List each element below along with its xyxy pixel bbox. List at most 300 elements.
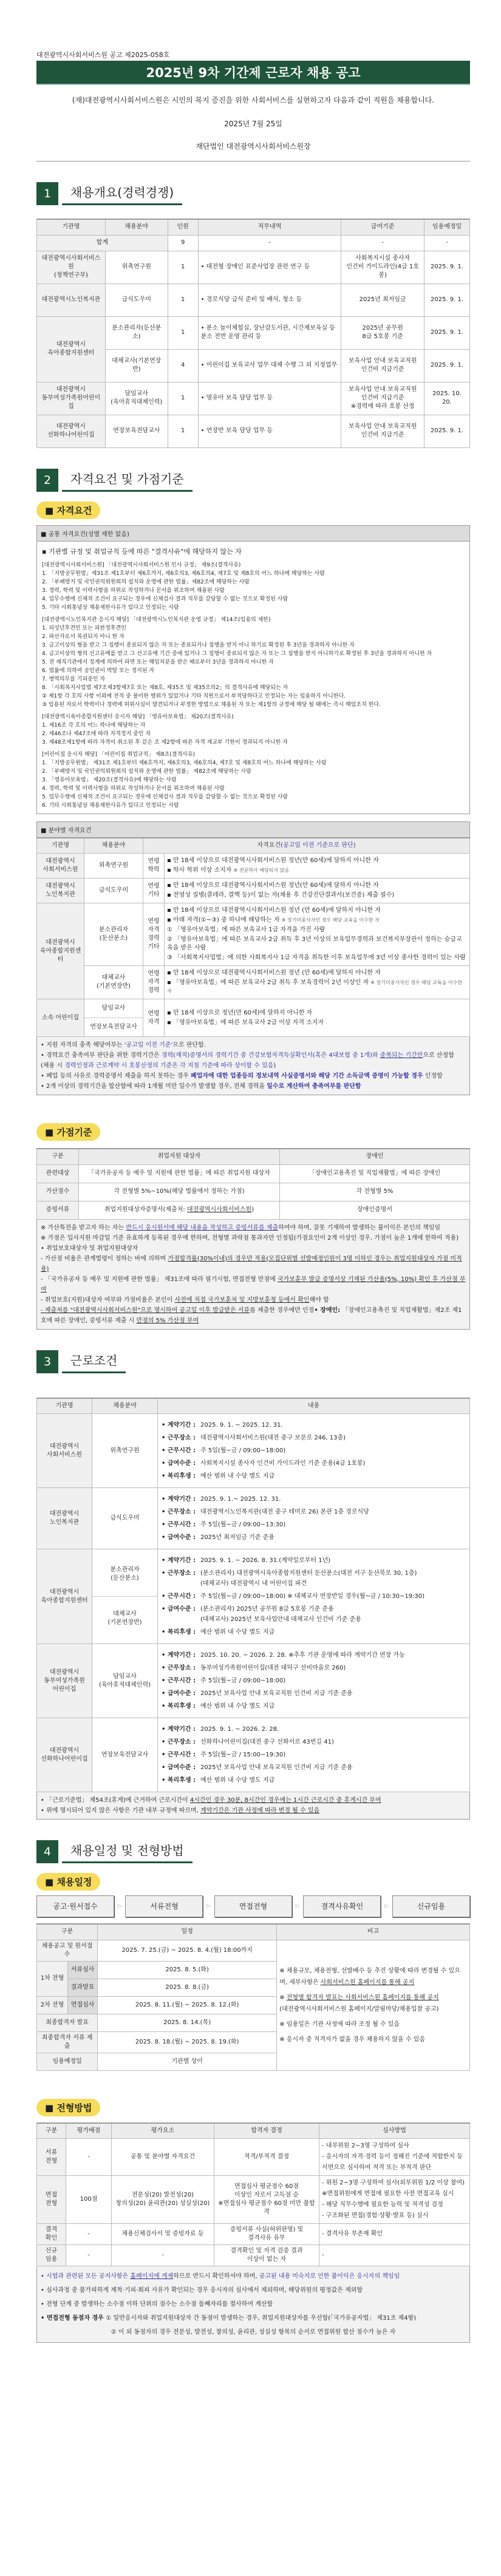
remark: [279, 2019, 467, 2030]
rule-item: 1. 제16조 각 호의 어느 하나에 해당하는 자: [42, 722, 146, 729]
field-name: 대체교사 (기본연장반): [92, 1596, 157, 1640]
criteria-tags: 연령 학력: [143, 854, 165, 878]
signer: 재단법인 대전광역시사회서비스원장: [196, 142, 311, 151]
text-run: 사전에 직접 국가보훈처 및 지방보훈청 등에서 확인: [174, 1296, 310, 1303]
text-run: ※ 채용규모, 채용전형, 선발배수 등 추진 상황에 따라 변경될 수 있으며, 세부사항은: [279, 1967, 460, 1986]
condition-item: [162, 1520, 466, 1530]
common-lead: ▪ 기관별 규정 및 취업규칙 등에 따른 "결격사유"에 해당하지 않는 자: [42, 547, 242, 556]
text-run: 「장애인고용촉진 및 직업재활법」제2조 제1호에 따른 장애인, 증빙서류 제출 시: [41, 1307, 462, 1324]
condition-label: • 근무시간 :: [162, 1521, 196, 1528]
text-run: ▪ 만 18세 이상으로 정년(만 60세)에 달하지 아니한 자: [167, 1009, 313, 1016]
column-header: 구분: [37, 2123, 66, 2139]
text-run: ② 이 외 동점자의 경우 전문성, 발전성, 창의성, 윤리관, 성실성 항목의 순서로 면접위원 합산 점수가 높은 자: [111, 2329, 396, 2336]
text-run: ▪ 「영유아보육법」에 따른 보육교사 2급 이상 자격 소지자: [167, 1019, 324, 1026]
org-name: 대전광역시노인복지관: [37, 284, 106, 316]
start-date: 2025. 9. 1.: [424, 316, 470, 349]
section-1-heading: [36, 182, 470, 205]
note-line: [41, 1295, 466, 1305]
criteria-item: [167, 857, 467, 865]
condition-value: (분소관리자) 대전광역시육아종합지원센터 둔산분소(대전 서구 둔산북로 30, 1층) (대체교사) 대전광역시 내 어린이집 파견: [200, 1570, 417, 1587]
disabled: 「장애인고용촉진 및 직업재활법」에 따른 장애인: [280, 1164, 470, 1183]
condition-value: 선화하나어린이집(대전 중구 선화서로 43번길 41): [200, 1739, 334, 1745]
pass-decision: 결격확인 및 자격 검증 결과 이상이 없는 자: [214, 2245, 319, 2266]
text-run: • 시험과 관련된 모든 공지사항은: [41, 2273, 131, 2280]
text-run: 으로 판단함.: [172, 1042, 206, 1048]
column-header: 일정: [98, 1924, 277, 1940]
table-body: [37, 235, 470, 447]
pass-decision: 면접심사 평균점수 60점 이상인 자로서 고득점 순 ※면접심사 평균점수 60점 미만 불합격: [214, 2176, 319, 2224]
rule-heading: [대전광역시사회서비스원] 「대전광역시사회서비스원 인사 규정」 제9조(결격사유): [42, 562, 241, 568]
rule-heading: [어린이집 응시자 해당] 「어린이집 취업규칙」 제8조(결격사유): [42, 751, 196, 758]
schedule-date: 2025. 8. 18.(월) ~ 2025. 8. 19.(화): [98, 2031, 277, 2053]
table-header: [37, 1398, 470, 1414]
sub-stage-label: 결과발표: [68, 1979, 98, 1996]
field: 담임교사 (육아휴직대체인력): [105, 382, 168, 415]
bonus-notes: [36, 1220, 470, 1330]
text-run: ): [251, 1206, 254, 1213]
condition-label: • 급여수준 :: [162, 1690, 196, 1697]
text-run: • 2개 이상의 경력기간을 합산함에 따라 1개월 미만 일수가 발생할 경우, 전체 경력을: [41, 1083, 267, 1090]
column-header: 평가요소: [112, 2123, 214, 2139]
stage-label: 1차 전형: [37, 1961, 68, 1996]
text-run: • 장애인:: [314, 1307, 343, 1314]
condition-label: • 근무시간 :: [162, 1677, 196, 1684]
condition-item: [162, 1446, 466, 1456]
condition-value: 예산 범위 내 수당 별도 지급: [200, 1703, 275, 1710]
criteria: [165, 854, 470, 878]
table-row: [37, 415, 470, 447]
review-method: - 내부위원 2~3명 구성하여 심사 - 응시자의 자격·경력 등이 정해진 기준에 적합한지 등 서면으로 심사하여 적격 또는 부적격 판단: [319, 2139, 470, 2176]
rule-heading: [대전광역시육아종합지원센터 응시자 해당] 「영유아보육법」 제20조(결격사유): [42, 713, 234, 720]
column-header: 직무내역: [198, 219, 341, 235]
table-cell: -: [341, 235, 424, 251]
condition-label: • 복리후생 :: [162, 1473, 196, 1480]
condition-value: 주 5일(월~금 / 09:00~18:00) ※ 대체교사 연장반일 경우(월~금 / 10:30~19:30): [200, 1593, 425, 1600]
text-run: ▪ 만 18세 이상으로 대전광역시사회서비스원 정년(만 60세)에 달하지 아니한 자: [167, 857, 379, 864]
table-header: [37, 2123, 470, 2139]
headcount: 1: [168, 382, 198, 415]
text-run: ▪ 전염성 질병(콜레라, 결핵 등)이 없는 자(채용 후 건강진단결과서(보건증) 제출 필수): [167, 892, 395, 899]
employment-support: [79, 1164, 280, 1183]
header-row: [37, 219, 470, 235]
text-run: 폐업자에 대한 업종등의 정보내역 사실증명서와 해당 기간 소득금액 증명이 가능할 경우: [191, 1073, 423, 1079]
table-body: [37, 1940, 470, 2070]
text-run: ① 「영유아보육법」에 따른 보육교사 1급 자격을 가진 사람: [167, 926, 325, 933]
stage: 신규 임용: [37, 2245, 66, 2266]
headcount: 1: [168, 251, 198, 284]
total-count: 9: [168, 235, 198, 251]
rule-item: 2. 「부패방지 및 국민권익위원회의 설치와 운영에 관한 법률」제82조에 해당하는 사람: [42, 579, 250, 585]
text-run: (채용 시: [41, 1062, 65, 1069]
row-label: 관련대상: [37, 1164, 79, 1183]
condition-label: • 계약기간 :: [162, 1652, 196, 1659]
note-line: [41, 2283, 466, 2297]
employment-support: [79, 1183, 280, 1201]
condition-label: • 근무장소 :: [162, 1435, 196, 1441]
stage-label: 채용공고 및 원서접수: [37, 1940, 98, 1961]
text-run: • 심사과정 중 불가피하게 제척·기피·회피 사유가 확인되는 경우 응시자의 심사에서 제외하며, 해당위원의 평정값은 제외함: [41, 2287, 363, 2294]
field: 위촉연구원: [92, 1414, 158, 1488]
column-header: 급여기준: [341, 219, 424, 235]
condition-item: [162, 1494, 466, 1504]
note-line: [41, 1071, 466, 1081]
table-row: [37, 1644, 470, 1718]
text-run: 사회서비스원 홈페이지를 통해 공지: [320, 1979, 415, 1986]
employment-support: [79, 1201, 280, 1219]
pay-standard: 2025년 최저임금: [341, 284, 424, 316]
duty: • 어린이집 보육교사 업무 대체 수행 그 외 지정업무: [198, 349, 341, 382]
text-run: 가점합격률(30%이내)의 경우만 적용(모집단위별 선발예정인원이 3명 이하인 경우는 취업지원대상자 가점 미적용): [41, 1255, 462, 1273]
selection-method-notes: [36, 2266, 470, 2343]
section-title: 근로조건: [62, 1350, 126, 1373]
text-run: 「국가유공자 등 예우 및 지원에 관한 법률」에 따른 취업지원 대상자: [88, 1170, 270, 1177]
table-header: [37, 838, 470, 854]
text-run: ※ 가점은 입사지원 마감일 기준 유효하게 등록된 경우에 한하며, 전형별 과락점 통과자만 인정됨(가점요인이 2개 이상인 경우, 가점이 높은 1개에 한하여 적용): [41, 1234, 459, 1242]
condition-value: 동부여성가족원어린이집(대전 대덕구 선비마을로 260): [200, 1665, 346, 1671]
condition-label: • 급여수준 :: [162, 1764, 196, 1771]
condition-label: • 급여수준 :: [162, 1534, 196, 1541]
start-date: 2025. 9. 1.: [424, 284, 470, 316]
table-row: [37, 999, 470, 1037]
condition-label: • 계약기간 :: [162, 1496, 196, 1503]
condition-value: 주 5일(월~금 / 15:00~19:30): [200, 1752, 286, 1758]
condition-value: (분소관리자) 2025년 공무원 8급 5호봉 기준 준용 (대체교사) 2025년 보육사업안내 대체교사 인건비 기준 준용: [200, 1606, 361, 1623]
rule-item: 3. 「영유아보육법」 제20조(결격사유)에 해당하는 사람: [42, 777, 177, 783]
rule-item: 3. 제48조제1항에 따라 자격이 취소된 후 같은 조 제2항에 따른 자격 재교부 기한이 경과되지 아니한 자: [42, 739, 288, 746]
score: -: [66, 2245, 112, 2266]
rule-heading: [대전광역시노인복지관 응시자 해당] 「대전광역시노인복지관 운영 규정」 제14조(임용의 제한): [42, 616, 271, 623]
text-run: 하여야 하며, 잘못 기재하여 발생하는 불이익은 본인의 책임임: [278, 1224, 441, 1231]
work-conditions-table: [36, 1398, 470, 1793]
condition-value: 주 5일(월~금 / 09:00~18:00): [200, 1447, 286, 1454]
text-run: • 지원 자격의 충족 해당여부는: [41, 1042, 124, 1048]
field: 대체교사(기본연장반): [105, 349, 168, 382]
pay-standard: 보육사업 안내 보육교직원 인건비 지급기준 ※경력에 따라 호봉 산정: [341, 382, 424, 415]
header-row: [37, 2123, 470, 2139]
note-line: [41, 1061, 466, 1071]
field-name: 담임교사: [101, 1005, 126, 1011]
org-name: 대전광역시사회서비스원 (정책연구부): [37, 251, 106, 284]
start-date: 2025. 9. 1.: [424, 349, 470, 382]
criteria: [165, 903, 470, 966]
column-header: 자격요건(공고일 이전 기준으로 판단): [143, 838, 470, 854]
condition-value: 2025년 보육사업 안내 보육교직원 인건비 지급 기준 준용: [200, 1690, 353, 1697]
condition-label: • 계약기간 :: [162, 1557, 196, 1564]
condition-label: • 근무장소 :: [162, 1665, 196, 1671]
text-run: 하므로 반드시 확인하셔야 하며,: [173, 2273, 259, 2280]
text-run: ▪ 만 18세 이상으로 대전광역시사회서비스원 정년 (만 60세)에 달하지 아니한 자: [167, 907, 381, 914]
rule-item: 4. 금고이상의 형의 선고유예를 받고 그 선고유예 기간 중에 있거나 그 집행이 종료되지 않은 자 또는 그 집행을 받지 아니하기로 확정된 후 3년을 경과하지 아니한 자: [42, 650, 432, 657]
field: 분소관리자(둔산분소): [105, 316, 168, 349]
text-run: ▪ 만 18세 이상으로 대전광역시사회서비스원 정년(만 60세)에 달하지 아니한 자: [167, 882, 379, 889]
schedule-date: 2025. 8. 14.(목): [98, 2014, 277, 2031]
condition-value: 예산 범위 내 수당 별도 지급: [200, 1629, 275, 1636]
table-row: [37, 903, 470, 966]
org-name: 대전광역시 육아종합지원센터: [37, 903, 84, 999]
condition-label: • 복리후생 :: [162, 1629, 196, 1636]
pass-decision: 증빙서류 사실(허위판명) 및 결격사유 유무: [214, 2224, 319, 2245]
arrow-icon: ▷: [206, 1903, 211, 1909]
table-row: [37, 1549, 470, 1644]
org-name: 대전광역시 선화하나어린이집: [37, 415, 106, 447]
schedule-pill: ■ 채용일정: [36, 1873, 100, 1891]
header-row: [37, 838, 470, 854]
condition-label: • 근무장소 :: [162, 1509, 196, 1515]
sub-stage-label: 서류심사: [68, 1961, 98, 1979]
column-header: 구분: [37, 1149, 79, 1164]
condition-item: [162, 1663, 466, 1673]
condition-label: • 근무장소 :: [162, 1570, 196, 1577]
note-line: [41, 1233, 466, 1243]
column-header: 평가배점: [66, 2123, 112, 2139]
bonus-pill: ■ 가점기준: [36, 1123, 100, 1141]
text-run: 일수로 계산하여 충족여부를 판단함: [267, 1083, 361, 1090]
header-row: [37, 1149, 470, 1164]
condition-value: 2025. 9. 1. ~ 2025. 12. 31.: [200, 1422, 283, 1429]
evaluation-elements: 채용신체검사서 및 증빙자료 등: [112, 2224, 214, 2245]
work-conditions-notes: [36, 1792, 470, 1820]
table-row: [37, 1718, 470, 1792]
process-step: 서류전형: [125, 1895, 203, 1917]
arrow-icon: ▷: [117, 1903, 122, 1909]
section-title: 채용일정 및 전형방법: [62, 1840, 193, 1863]
condition-item: [162, 1507, 466, 1517]
field: 위촉연구원: [84, 854, 143, 878]
text-run: 경력인정과 근로계약 시 호봉산정의 기준은 각 지침 기준에 따라 상이할 수 있음: [64, 1062, 274, 1069]
duty: • 경로식당 급식 준비 및 배식, 청소 등: [198, 284, 341, 316]
condition-label: • 근무시간 :: [162, 1447, 196, 1454]
table-header: [37, 1924, 470, 1940]
column-header: 심사방법: [319, 2123, 470, 2139]
field-name: 분소관리자 (둔산분소): [110, 1566, 140, 1582]
conditions: [158, 1488, 470, 1549]
section-3-heading: [36, 1350, 470, 1373]
intro-text: (재)대전광역시사회서비스원은 시민의 복지 증진을 위한 사회서비스를 실현하고자 다음과 같이 직원을 채용합니다.: [72, 96, 435, 104]
rule-item: 6. 법률에 의하여 공민권이 박탈 또는 정지된 자: [42, 667, 155, 674]
schedule-table: [36, 1923, 470, 2071]
criteria-tags: 연령 자격 경력 기타: [143, 903, 165, 966]
org-name: 대전광역시 동부여성가족원 어린이집: [37, 1644, 92, 1718]
section-number: 3: [36, 1350, 58, 1373]
headcount: 1: [168, 284, 198, 316]
rule-item: 3. 금고이상의 형을 받고 그 집행이 종료되지 않은 자 또는 종료되거나 집행을 받지 아니 하기로 확정된 후 3년을 경과하지 아니한 자: [42, 642, 355, 648]
org-name: 대전광역시 동부여성가족원어린이집: [37, 382, 106, 415]
header-row: [37, 1924, 470, 1940]
text-run: ※ 전문학사 해당되지 않음: [233, 868, 290, 873]
text-run: • 취업보호대상자 및 취업지원대상자: [41, 1245, 138, 1252]
text-run: 를 제출한 경우에만 인정: [250, 1307, 315, 1314]
criteria-item: [167, 1009, 467, 1018]
note-line: [41, 1274, 466, 1295]
criteria-item: [167, 969, 467, 977]
table-row: [37, 251, 470, 284]
column-header: 기관명: [37, 838, 84, 854]
table-row: [37, 1201, 470, 1219]
note-line: [41, 1795, 466, 1806]
condition-item: [162, 1762, 466, 1773]
sub-stage-label: 면접심사: [68, 1996, 98, 2014]
criteria-tags: 연령 자격: [143, 999, 165, 1037]
section-title: 자격요건 및 가점기준: [62, 469, 193, 492]
condition-value: 2025. 9. 1. ~ 2026. 8. 31.(계약일로부터 1년): [200, 1557, 331, 1564]
text-run: - 가산점 비율은 관계법령이 정하는 바에 의하며: [41, 1255, 168, 1262]
org-name: 대전광역시 육아종합지원센터: [37, 316, 106, 382]
pass-decision: 적격/부적격 결정: [214, 2139, 319, 2176]
table-cell: -: [424, 235, 470, 251]
criteria: [165, 966, 470, 999]
stage-label: 최종합격자 발표: [37, 2014, 98, 2031]
note-line: [41, 1050, 466, 1061]
text-run: ▪ 아래 자격(①~③) 중 하나에 해당하는 자: [167, 917, 282, 923]
text-run: 중복되는 기간만: [380, 1052, 423, 1059]
condition-value: 사회복지시설 종사자 인건비 가이드라인 기준 준용(4급 1호봉): [200, 1460, 366, 1467]
criteria-item: [167, 979, 467, 996]
schedule-date: 2025. 8. 8.(금): [98, 1979, 277, 1996]
text-run: • 위에 명시되어 있지 않은 사항은 기관 내부 규정에 따르며,: [41, 1807, 201, 1814]
bonus-table: [36, 1148, 470, 1220]
field: 연장보육전담교사: [105, 415, 168, 447]
criteria-item: [167, 906, 467, 915]
score: 100점: [66, 2176, 112, 2224]
headcount: 4: [168, 349, 198, 382]
table-row: [37, 1164, 470, 1183]
condition-item: [162, 1532, 466, 1543]
rule-item: 2. 파산자로서 복권되지 아니 한 자: [42, 633, 124, 640]
text-run: 만점의 5% 가산점 부여: [136, 1317, 199, 1324]
common-qualification-box: [36, 525, 470, 814]
field: 급식도우미: [92, 1488, 158, 1549]
table-body: [37, 854, 470, 1037]
row-label: 증빙서류: [37, 1201, 79, 1219]
text-run: ※ 가산특전을 받고자 하는 자는: [41, 1224, 126, 1231]
score: -: [66, 2139, 112, 2176]
note-line: [41, 2311, 466, 2325]
criteria-item: [167, 926, 467, 934]
header-row: [37, 1398, 470, 1414]
condition-value: 2025. 9. 1. ~ 2026. 2. 28.: [200, 1726, 279, 1733]
stage: 서류 전형: [37, 2139, 66, 2176]
text-run: 계약기간은 기관 사정에 따라 변경 될 수 있음: [200, 1807, 320, 1814]
text-run: 반드시 응시원서에 해당 내용을 작성하고 증빙서류를 제출: [126, 1224, 279, 1231]
condition-item: [162, 1650, 466, 1660]
text-run: 해야 함: [309, 1296, 329, 1303]
notice-number: 대전광역시사회서비스원 공고 제2025-058호: [36, 51, 170, 59]
headcount: 1: [168, 415, 198, 447]
arrow-icon: ▷: [384, 1903, 389, 1909]
condition-item: [162, 1471, 466, 1481]
condition-value: 2025년 최저임금 기준 준용: [200, 1534, 274, 1541]
process-step: 결격사유확인: [303, 1895, 381, 1917]
text-run: - 제출처를 "대전광역시사회서비스원"으로 명시하여 공고일 이후 발급받은 서류: [41, 1307, 250, 1314]
headcount: 1: [168, 316, 198, 349]
table-row: [37, 1183, 470, 1201]
condition-label: • 복리후생 :: [162, 1777, 196, 1784]
condition-item: [162, 1568, 466, 1589]
column-header: 취업지원 대상자: [79, 1149, 280, 1164]
arrow-icon: ▷: [295, 1903, 300, 1909]
conditions: [158, 1644, 470, 1718]
field: [84, 999, 143, 1037]
criteria-item: [167, 916, 467, 925]
process-step: 면접전형: [214, 1895, 292, 1917]
text-run: 대전광역시사회서비스원: [186, 1206, 252, 1213]
overview-table: [36, 219, 470, 448]
qualification-notes: [36, 1037, 470, 1095]
field: 분소관리자 (둔산분소): [84, 903, 143, 966]
section-number: 2: [36, 469, 58, 492]
condition-item: [162, 1555, 466, 1566]
condition-label: • 계약기간 :: [162, 1422, 196, 1429]
evaluation-elements: -: [112, 2245, 214, 2266]
note-line: [41, 1806, 466, 1816]
table-row: [37, 284, 470, 316]
note-line: [41, 1254, 466, 1274]
text-run: 각 전형별 5%~10%(해당 법률에서 정하는 가점): [114, 1188, 245, 1195]
condition-item: [162, 1627, 466, 1637]
pay-standard: 사회복지시설 종사자 인건비 가이드라인(4급 1호봉): [341, 251, 424, 284]
condition-value: 2025. 9. 1.~ 2025. 12. 31.: [200, 1496, 281, 1503]
rule-item: 5. 기타 사회통념상 채용제한사유가 있다고 인정되는 사람: [42, 604, 179, 611]
text-run: ※ 장기미종사자인 경우 해당 교육을 이수한 자: [167, 980, 463, 994]
field: 대체교사 (기본연장반): [84, 966, 143, 999]
table-body: [37, 1164, 470, 1219]
field: [92, 1549, 158, 1644]
table-header: [37, 1149, 470, 1164]
text-run: ※ 임용일은 기관 사정에 따라 조정 될 수 있음: [279, 2020, 400, 2028]
table-body: [37, 2139, 470, 2266]
process-step: 공고·원서접수: [36, 1895, 114, 1917]
notice-date: 2025년 7월 25일: [224, 120, 282, 128]
rule-item: 1. 「지방공무원법」제31조 제1호부터 제6호까지, 제6호의3, 제6호의4, 제7호 및 제8호의 어느 하나에 해당하는 사람: [42, 570, 325, 577]
stage-label: 2차 전형: [37, 1996, 68, 2014]
column-header: 임용예정일: [424, 219, 470, 235]
org-name: 대전광역시 노인복지관: [37, 878, 84, 903]
org-name: 대전광역시 사회서비스원: [37, 854, 84, 878]
criteria-tags: 연령 자격 경력: [143, 966, 165, 999]
table-row: [37, 1488, 470, 1549]
note-line: [41, 2325, 466, 2339]
evaluation-elements: 공통 및 분야별 자격요건: [112, 2139, 214, 2176]
condition-value: 예산 범위 내 수당 별도 지급: [200, 1473, 275, 1480]
duty: • 대전형 장애인 표준사업장 관련 연구 등: [198, 251, 341, 284]
table-row: [37, 2224, 470, 2245]
schedule-date: 2025. 8. 5.(화): [98, 1961, 277, 1979]
conditions: [158, 1414, 470, 1488]
table-body: [37, 1414, 470, 1792]
duty: • 영유아 보육 담당 업무 등: [198, 382, 341, 415]
rule-item: ② 제1항 각 호의 사항 이외에 전직 중 불미한 행위가 있었거나 기타 직원으로서 부적당하다고 인정되는 자는 임용하지 아니한다.: [42, 693, 346, 699]
text-run: ▪ 「영유아보육법」에 따른 보육교사 2급 취득 후 보육경력이 2년 이상인 자: [167, 979, 371, 986]
column-header: 인원: [168, 219, 198, 235]
org-name: 대전광역시 사회서비스원: [37, 1414, 92, 1488]
section-number: 4: [36, 1840, 58, 1863]
pay-standard: 2025년 공무원 8급 5호봉 기준: [341, 316, 424, 349]
section-number: 1: [36, 182, 58, 205]
org-name: 대전광역시 노인복지관: [37, 1488, 92, 1549]
condition-value: 대전광역시사회서비스원(대전 중구 보문로 246, 13층): [200, 1435, 346, 1441]
schedule-date: 기관별 상이: [98, 2053, 277, 2070]
condition-label: • 급여수준 :: [162, 1606, 196, 1613]
condition-label: • 근무장소 :: [162, 1739, 196, 1745]
criteria: [165, 999, 470, 1037]
stage-label: 최종합격자 서류 제출: [37, 2031, 98, 2053]
schedule-date: 2025. 7. 25.(금) ~ 2025. 8. 4.(월) 18:00까지: [98, 1940, 277, 1961]
note-line: [41, 1040, 466, 1050]
table-row: [37, 382, 470, 415]
condition-item: [162, 1676, 466, 1686]
remarks: [277, 1940, 470, 2070]
row-label: 가산점수: [37, 1183, 79, 1201]
